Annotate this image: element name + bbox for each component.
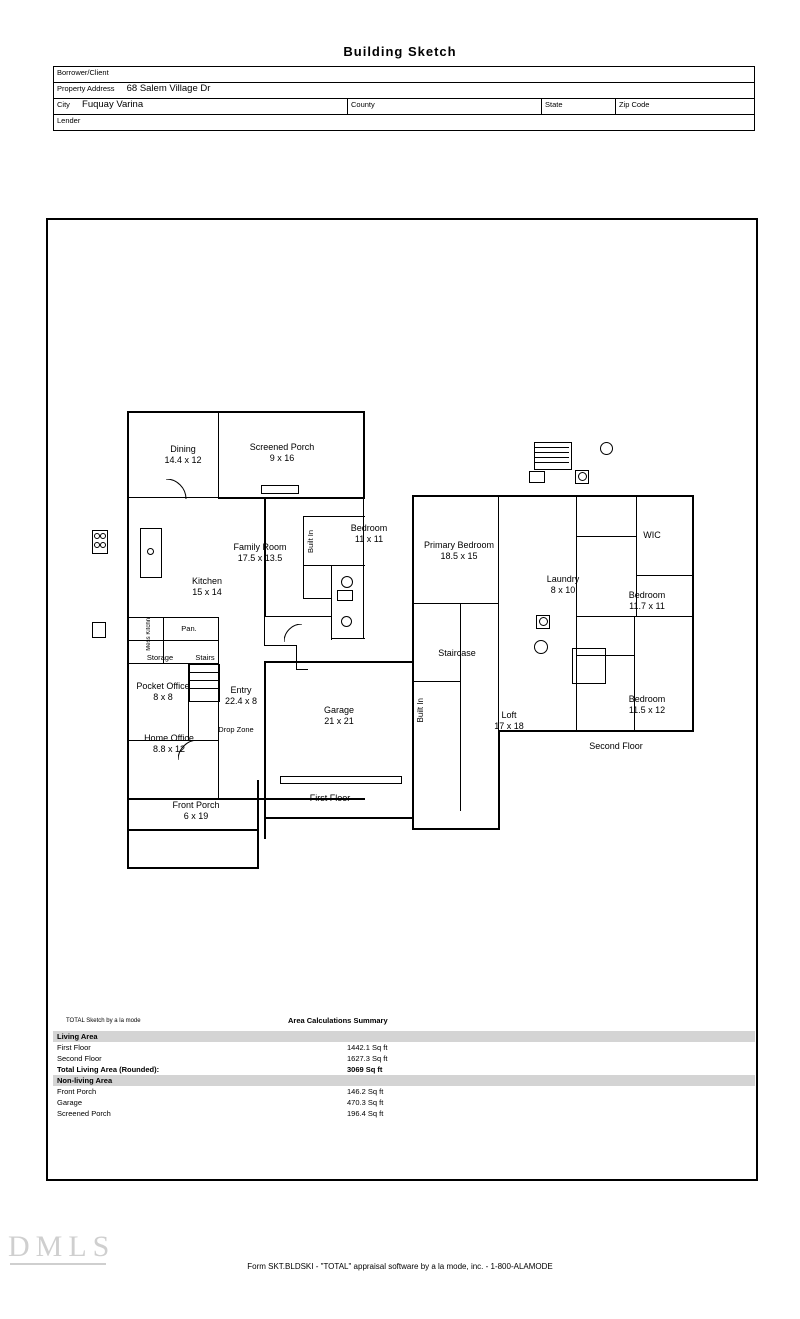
page-title: Building Sketch xyxy=(343,44,457,59)
wall xyxy=(218,617,219,800)
wall xyxy=(303,516,365,517)
label-storage: Storage xyxy=(146,653,174,662)
toilet-fixture xyxy=(534,640,548,654)
city-label: City xyxy=(57,100,70,109)
wall xyxy=(636,575,694,576)
table-row xyxy=(53,1097,755,1108)
room-front-porch: Front Porch 6 x 19 xyxy=(172,800,220,821)
living-area-header: Living Area xyxy=(53,1031,755,1042)
wall xyxy=(264,817,414,819)
table-row xyxy=(54,99,755,115)
room-home-office: Home Office 8.8 x 12 xyxy=(144,733,194,754)
door-swing-icon xyxy=(166,479,188,501)
wall xyxy=(692,495,694,730)
wall xyxy=(127,640,129,800)
county-cell xyxy=(348,99,542,115)
table-row xyxy=(53,1108,755,1119)
form-footer-line: Form SKT.BLDSKI - "TOTAL" appraisal software by a la mode, inc. - 1-800-ALAMODE xyxy=(247,1262,553,1271)
watermark-logo: DMLS xyxy=(8,1230,116,1263)
wall xyxy=(296,645,297,670)
property-address-value: 68 Salem Village Dr xyxy=(126,83,211,94)
first-floor-value: 1442.1 Sq ft xyxy=(347,1043,388,1052)
wall xyxy=(127,829,129,869)
wall xyxy=(127,798,129,831)
total-living-row xyxy=(53,1064,755,1075)
wall xyxy=(460,681,461,811)
room-pocket-office: Pocket Office 8 x 8 xyxy=(136,681,190,702)
wall xyxy=(264,616,331,617)
second-floor-value: 1627.3 Sq ft xyxy=(347,1054,388,1063)
room-dining: Dining 14.4 x 12 xyxy=(164,444,202,465)
wall xyxy=(296,669,308,670)
property-address-cell xyxy=(54,83,755,99)
wall xyxy=(264,497,365,498)
state-cell xyxy=(542,99,616,115)
area-summary-title: Area Calculations Summary xyxy=(288,1016,388,1025)
screened-porch-label: Screened Porch xyxy=(57,1109,111,1118)
toilet-fixture xyxy=(341,576,353,588)
wall xyxy=(363,411,365,499)
wall xyxy=(264,616,265,646)
wall xyxy=(363,499,364,639)
label-built-in-first: Built In xyxy=(306,530,315,553)
wall xyxy=(264,661,414,663)
label-staircase: Staircase xyxy=(438,648,476,658)
garage-label: Garage xyxy=(57,1098,83,1107)
wall xyxy=(257,829,259,869)
tub-fixture xyxy=(337,590,353,601)
wall xyxy=(576,616,694,617)
wall xyxy=(264,645,296,646)
wall xyxy=(257,780,259,831)
sink-fixture xyxy=(341,616,352,627)
room-family: Family Room 17.5 x 13.5 xyxy=(233,542,287,563)
first-floor-label: First Floor xyxy=(57,1043,91,1052)
wall xyxy=(218,411,219,499)
label-stairs: Stairs xyxy=(195,653,215,662)
room-primary-bedroom: Primary Bedroom 18.5 x 15 xyxy=(423,540,495,561)
zip-cell xyxy=(616,99,755,115)
nonliving-area-header-row xyxy=(53,1075,755,1086)
table-row xyxy=(54,83,755,99)
porch-step xyxy=(261,485,299,494)
county-label: County xyxy=(351,100,375,109)
room-bedroom-3: Bedroom 11.5 x 12 xyxy=(628,694,666,715)
room-bedroom-first: Bedroom 11 x 11 xyxy=(350,523,388,544)
sketch-credit: TOTAL Sketch by a la mode xyxy=(66,1018,141,1024)
state-label: State xyxy=(545,100,563,109)
label-mess-kitchen: Mess Kitchn xyxy=(146,618,152,651)
room-loft: Loft 17 x 18 xyxy=(494,710,524,731)
front-porch-label: Front Porch xyxy=(57,1087,97,1096)
wall xyxy=(331,565,332,640)
wall xyxy=(414,603,498,604)
total-living-label: Total Living Area (Rounded): xyxy=(57,1065,160,1074)
wall xyxy=(127,411,129,640)
sink-fixture xyxy=(529,471,545,483)
city-value: Fuquay Varina xyxy=(82,99,144,110)
wall xyxy=(576,497,577,617)
borrower-label: Borrower/Client xyxy=(57,68,109,77)
wall xyxy=(498,730,500,830)
wall xyxy=(303,598,332,599)
label-first-floor: First Floor xyxy=(309,793,351,803)
screened-porch-value: 196.4 Sq ft xyxy=(347,1109,384,1118)
table-row xyxy=(54,67,755,83)
table-row xyxy=(53,1086,755,1097)
room-laundry: Laundry 8 x 10 xyxy=(546,574,580,595)
garage-door xyxy=(280,776,402,784)
room-entry: Entry 22.4 x 8 xyxy=(224,685,258,706)
living-area-header-row xyxy=(53,1031,755,1042)
lender-cell xyxy=(54,115,755,131)
garage-value: 470.3 Sq ft xyxy=(347,1098,384,1107)
area-calculations-table xyxy=(53,1031,755,1119)
sink-fixture xyxy=(92,622,106,638)
borrower-cell xyxy=(54,67,755,83)
label-wic: WIC xyxy=(643,530,661,540)
wall xyxy=(331,638,365,639)
lender-label: Lender xyxy=(57,116,81,125)
zip-label: Zip Code xyxy=(619,100,650,109)
wall xyxy=(414,681,460,682)
wall xyxy=(127,867,259,869)
toilet-fixture xyxy=(600,442,613,455)
label-second-floor: Second Floor xyxy=(589,741,643,751)
city-cell xyxy=(54,99,348,115)
table-row xyxy=(53,1053,755,1064)
label-built-in-second: Built In xyxy=(416,698,425,723)
room-screened-porch: Screened Porch 9 x 16 xyxy=(249,442,315,463)
wall xyxy=(127,829,259,831)
total-living-value: 3069 Sq ft xyxy=(347,1065,383,1074)
wall xyxy=(412,828,500,830)
wall xyxy=(127,640,219,641)
wall xyxy=(127,411,365,413)
label-drop-zone: Drop Zone xyxy=(218,725,254,734)
wall xyxy=(412,495,694,497)
room-bedroom-2: Bedroom 11.7 x 11 xyxy=(628,590,666,611)
wall xyxy=(498,497,499,730)
wall xyxy=(460,603,461,682)
wall xyxy=(127,617,219,618)
front-porch-value: 146.2 Sq ft xyxy=(347,1087,384,1096)
table-row xyxy=(54,115,755,131)
nonliving-area-header: Non-living Area xyxy=(53,1075,755,1086)
door-swing-icon xyxy=(284,624,304,644)
room-garage: Garage 21 x 21 xyxy=(323,705,355,726)
shower-fixture xyxy=(572,648,606,684)
property-header-table xyxy=(53,66,755,131)
room-kitchen: Kitchen 15 x 14 xyxy=(191,576,223,597)
second-floor-label: Second Floor xyxy=(57,1054,102,1063)
property-address-label: Property Address xyxy=(57,84,115,93)
wall xyxy=(576,536,636,537)
wall xyxy=(303,565,365,566)
table-row xyxy=(53,1042,755,1053)
label-pantry: Pan. xyxy=(181,624,197,633)
